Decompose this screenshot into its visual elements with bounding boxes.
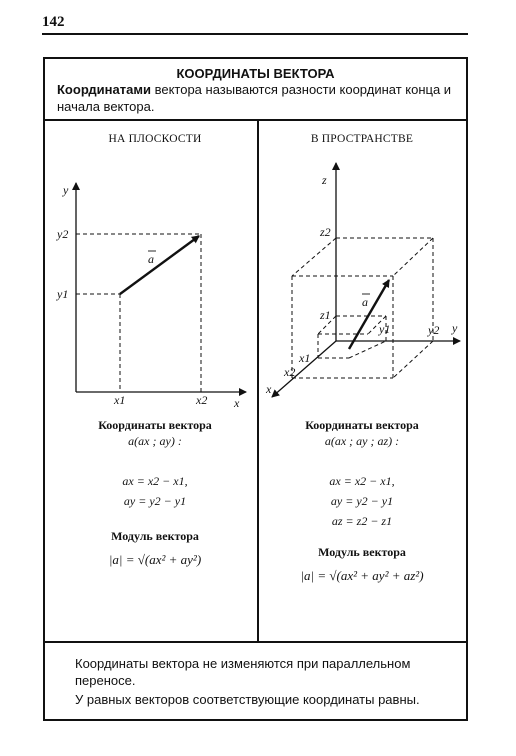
footer-note-2: У равных векторов соответствующие координаты равны.	[75, 692, 420, 707]
right-modulus-formula: |a| = √(ax² + ay² + az²)	[300, 568, 424, 583]
space-axis-x-label: x	[266, 382, 272, 396]
definition-lead: Координатами	[57, 82, 151, 97]
right-formula-ax: ax = x2 − x1,	[329, 474, 395, 488]
section-title: КООРДИНАТЫ ВЕКТОРА	[176, 66, 335, 81]
space-z1-label: z1	[320, 308, 331, 322]
plane-y1-label: y1	[57, 287, 69, 301]
space-axis-y-label: y	[452, 321, 458, 335]
plane-diagram	[56, 183, 246, 410]
plane-axis-y-label: y	[63, 183, 69, 197]
plane-x2-label: x2	[196, 393, 208, 407]
left-coords-formula: a(ax ; ay) :	[128, 434, 182, 448]
space-y2-label: y2	[428, 323, 440, 337]
space-x1-label: x1	[299, 351, 311, 365]
space-z2-label: z2	[320, 225, 331, 239]
right-column-title: В ПРОСТРАНСТВЕ	[310, 133, 414, 145]
right-modulus-title: Модуль вектора	[318, 545, 406, 559]
left-column-title: НА ПЛОСКОСТИ	[108, 133, 202, 145]
left-formula-ax: ax = x2 − x1,	[122, 474, 188, 488]
plane-axis-x-label: x	[234, 396, 240, 410]
plane-y2-label: y2	[57, 227, 69, 241]
plane-vector-arrow	[120, 236, 199, 294]
definition-rest: вектора называются разности координат конца и начала вектора.	[57, 82, 452, 114]
space-axis-z-label: z	[322, 173, 327, 187]
space-diagram	[265, 163, 460, 397]
left-coords-title: Координаты вектора	[98, 418, 212, 432]
plane-vector-label: a	[148, 252, 154, 266]
right-formula-az: az = z2 − z1	[331, 514, 393, 528]
left-modulus-formula: |a| = √(ax² + ay²)	[108, 552, 202, 567]
space-x2-label: x2	[284, 365, 296, 379]
space-vector-label: a	[362, 295, 368, 309]
plane-x1-label: x1	[114, 393, 126, 407]
right-coords-title: Координаты вектора	[305, 418, 419, 432]
space-x-axis	[272, 341, 336, 397]
right-formula-ay: ay = y2 − y1	[330, 494, 394, 508]
plane-guide-lines	[76, 234, 201, 392]
space-vector-arrow	[349, 280, 389, 349]
space-y1-label: y1	[379, 322, 391, 336]
page-number: 142	[42, 14, 65, 30]
right-coords-formula: a(ax ; ay ; az) :	[324, 434, 400, 448]
left-formula-ay: ay = y2 − y1	[123, 494, 187, 508]
footer-note-1: Координаты вектора не изменяются при параллельном переносе.	[75, 656, 411, 688]
left-modulus-title: Модуль вектора	[111, 529, 199, 543]
